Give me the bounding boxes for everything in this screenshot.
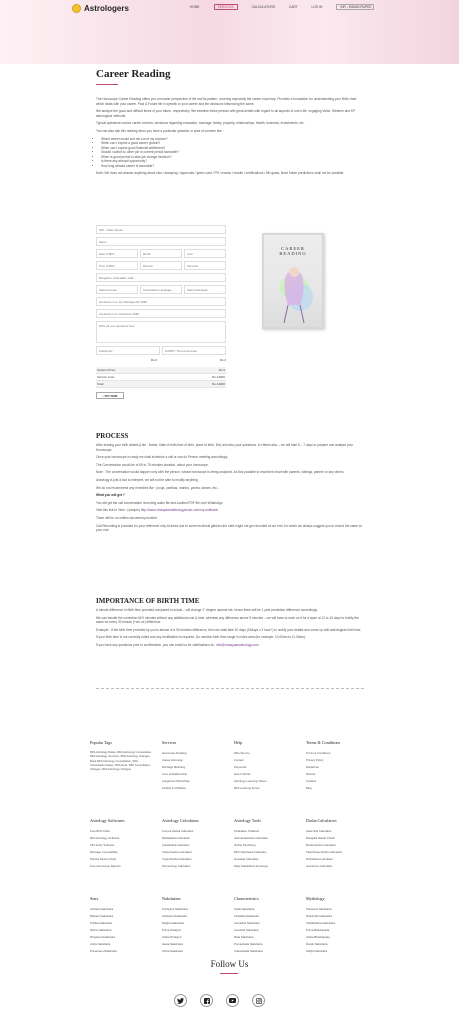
birth-time-paragraph: If your birth time is not correctly noted and any rectification is required, Do mention birth time range in notes area (for example: 10.00am to 11.00am). <box>96 635 306 640</box>
footer-link[interactable]: Disclaimer <box>306 765 320 769</box>
footer-link[interactable]: Free Birth Chart <box>90 829 110 833</box>
footer-link[interactable]: Shatabhisha Nakshatra <box>306 921 336 925</box>
list-item: • How long abroad career is favorable? <box>101 164 364 169</box>
nav-cart[interactable]: CART <box>288 5 298 9</box>
footer-column <box>234 818 306 870</box>
accuracy-select[interactable]: HURRY! Time is Accurate <box>162 346 226 355</box>
footer-link[interactable]: How It Works <box>234 772 251 776</box>
footer-link[interactable]: Ashlesha Nakshatra <box>162 914 188 918</box>
footer-link[interactable]: Birth Nakshatra Calculator <box>234 850 267 854</box>
footer-link[interactable]: Blog <box>306 786 312 790</box>
social-links <box>174 994 265 1007</box>
language-select[interactable]: Consultation Language <box>140 285 182 294</box>
reading-mode-select[interactable]: Telephonic <box>96 346 160 355</box>
youtube-icon[interactable] <box>226 994 239 1007</box>
footer-link[interactable]: Mahadasha Calculator <box>162 836 190 840</box>
illustration-figure <box>264 235 322 327</box>
nav-calculators[interactable]: CALCULATORS <box>251 5 275 9</box>
footer-link[interactable]: RFA Astrology Software <box>90 836 120 840</box>
footer-link[interactable]: Ashwini Nakshatra <box>90 907 114 911</box>
question-list <box>101 137 364 169</box>
footer-heading: Stars <box>90 896 99 901</box>
sample-link[interactable]: http://www.vinaayaanasttrologyscom.com/my-software/ <box>140 508 219 513</box>
footer-link[interactable]: Chitra Nakshatra <box>162 949 183 953</box>
instagram-icon[interactable] <box>252 994 265 1007</box>
intro-paragraph: You can also ask this reading when you have a particular question or area of concern like : <box>96 128 224 133</box>
header-banner <box>0 0 459 64</box>
life-event-1-field[interactable]: Life Event 1 ex: My Marriage/Job 1999 <box>96 297 226 306</box>
summary-row: Options Price: Rs 0 <box>97 368 225 372</box>
list-item: • Is there any abroad opportunity? <box>101 159 364 164</box>
name-field[interactable]: Name <box>96 237 226 246</box>
footer-link[interactable]: Auspicious Muhurthas <box>162 779 190 783</box>
footer-heading: Astrology Tools <box>234 818 261 823</box>
footer-link[interactable]: Bharani Nakshatra <box>90 914 114 918</box>
footer-link[interactable]: Ardra Nakshatra <box>90 942 111 946</box>
footer-heading: Services <box>162 740 177 745</box>
footer-link[interactable]: Astrology Learning Videos <box>234 779 267 783</box>
footer-link[interactable]: KP Hourly Software <box>90 843 115 847</box>
process-paragraph: We do not recommend any remedies like : pooja, yanthas, mantra, yantra, stones, etc... <box>96 485 220 490</box>
intro-paragraph: We analyze the good and difficult times of your future, respectively. We examine these periods with great details with regard to all aspects of one's life, engaging Vedic, Western and KP astrological methods. <box>96 109 356 118</box>
option-price: Rs 0 <box>150 358 157 362</box>
what-you-get-heading: What you will get ? <box>96 493 125 498</box>
footer-link[interactable]: Revati Nakshatra <box>306 942 328 946</box>
facebook-icon[interactable] <box>200 994 213 1007</box>
process-paragraph: Call Recording is provided for your reference only At times due to some technical glitches the calls might not get recorded at our end, for which we always suggest you to record the same at your end. <box>96 523 362 533</box>
footer-link[interactable]: Gowdala Calculator <box>234 857 259 861</box>
birth-time-paragraph: If you have any questions prior to confirmation, you can email us for clarifications at : <box>96 642 216 647</box>
footer-link[interactable]: Payments <box>234 765 247 769</box>
intro-section <box>96 97 364 179</box>
footer-column <box>306 818 378 870</box>
footer-link[interactable]: Moola Dosha Calculator <box>306 843 336 847</box>
footer-link[interactable]: Current Dasha Calculator <box>162 829 194 833</box>
birth-city-field[interactable]: Bengaluru, Karnataka, India <box>96 273 226 282</box>
list-item: • When is good period to take job change decision? <box>101 155 364 160</box>
footer-link[interactable]: Purva Phalguni <box>162 928 181 932</box>
footer-link[interactable]: Punarvasu Nakshatra <box>90 949 117 953</box>
footer-link[interactable]: Abhijit Nakshatra <box>306 949 328 953</box>
intro-paragraph: The Horoscope Career Reading offers you a broader perspective of life and its pattern, covering especially the career road map. Provides a foundation for understanding your Birth chart which deals with your career. Past & Future life in specific to your career and the decisions influencing the same. <box>96 97 357 106</box>
process-paragraph: There will be no written document provided. <box>96 515 158 520</box>
footer-link[interactable]: Who We Are <box>234 751 250 755</box>
note-paragraph: Note: We does not answer anything about visa / stamping / approvals / green card / PR / exams / results / certifications / 6th grass, New/ future predictions shall not be possible. <box>96 171 345 176</box>
footer-link[interactable]: Online Panchang <box>234 843 256 847</box>
questions-textarea[interactable]: Write all your questions here <box>96 321 226 343</box>
site-logo[interactable] <box>72 3 129 13</box>
footer-link[interactable]: Janmanakshatra Calculator <box>234 836 269 840</box>
footer-link[interactable]: Love & Relationship <box>162 772 187 776</box>
birth-hour-select[interactable]: Time of Birth <box>96 261 138 270</box>
footer-link[interactable]: Daily Nakshatra Horoscope <box>234 864 269 868</box>
sun-logo-icon <box>72 4 81 13</box>
footer-heading: Popular Tags <box>90 740 112 745</box>
footer-column <box>90 818 162 870</box>
process-paragraph: Astrology is just a tool to interpret, we will not be able to modify anything. <box>96 477 199 482</box>
footer-row <box>90 818 380 870</box>
twitter-icon[interactable] <box>174 994 187 1007</box>
footer-link[interactable]: Shravana Nakshatra <box>306 907 332 911</box>
birth-second-select[interactable]: Seconds <box>184 261 226 270</box>
gender-select[interactable]: Select Gender <box>96 285 138 294</box>
birth-time-paragraph: A minute difference in Birth time provided compared to actual – will change 1° degree ascend set, hence there will be 1 year prediction difference accordingly. <box>96 608 318 612</box>
footer-link[interactable]: Refund <box>306 772 316 776</box>
footer-link[interactable]: Rohini Nakshatra <box>90 928 112 932</box>
footer-link[interactable]: Numerology Calculator <box>162 864 191 868</box>
pay-now-button[interactable]: ▪ PAY NOW <box>96 392 124 399</box>
footer-column <box>234 896 306 955</box>
footer-link[interactable]: Tarabalam Chakram <box>234 829 260 833</box>
currency-select[interactable]: INR - INDIAN RUPEE <box>336 4 374 10</box>
birth-time-paragraph: We can handle the correction till 5 minutes without any additional cost & time, whereas any difference above 5 minutes – we will have to work on it for a span of 12 to 15 days to rectify the same for every 30 minute (+ve/-ve) difference. <box>96 615 359 625</box>
footer-link[interactable]: Antardasha Calculator <box>162 843 190 847</box>
footer-heading: Mythology <box>306 896 325 901</box>
life-event-2-field[interactable]: Life Event 2 ex: Admission 1999 <box>96 309 226 318</box>
option-price: Rs 0 <box>219 358 226 362</box>
footer-heading: Characteristics <box>234 896 259 901</box>
process-paragraph: The Conversation would be of 60 to 75 minutes duration, about your horoscope. <box>96 462 209 467</box>
intro-paragraph: Typical questions involve career choices, decisions regarding education, marriage, family, property, relationships, health, business, investments, etc. <box>96 121 305 126</box>
footer-column <box>306 740 378 792</box>
astrologer-select[interactable]: Select Astrologer <box>184 285 226 294</box>
process-paragraph: After sharing your birth details (Like : Name, Date of birth,time of birth, place of birth, Etc) and also your questions. In Hebes also – we will take 6 – 7 days to prepare and analyze your Horoscope. <box>96 443 354 452</box>
footer-column <box>90 896 162 955</box>
footer-link[interactable]: Swati Nakshatra <box>234 907 255 911</box>
birth-year-select[interactable]: Year <box>184 249 226 258</box>
footer-column <box>162 896 234 955</box>
nav-home[interactable]: HOME <box>190 5 200 9</box>
process-section <box>96 432 366 536</box>
footer-heading: Astrology Calculators <box>162 818 199 823</box>
footer-link[interactable]: Kaal Sarpa Dosha Calculator <box>306 850 343 854</box>
price-summary <box>96 367 226 388</box>
footer-link[interactable]: Cookies <box>306 779 317 783</box>
birth-time-section <box>96 597 366 651</box>
footer-column <box>306 896 378 955</box>
footer-link[interactable]: Fertility & Childless <box>162 786 186 790</box>
footer-column <box>90 740 162 792</box>
footer-link[interactable]: Mangalik Dasha Check <box>306 836 335 840</box>
footer-link[interactable]: Uttarashada Nakshatra <box>234 949 263 953</box>
footer-link[interactable]: Career Astrology <box>162 758 183 762</box>
footer-column <box>162 740 234 792</box>
footer-link[interactable]: Vishakha Nakshatra <box>234 914 259 918</box>
cart-icon: ▪ <box>102 393 104 398</box>
footer-link[interactable]: Dhanishta Nakshatra <box>306 914 333 918</box>
list-item: • Which career would suit me out of my choices? <box>101 137 364 142</box>
footer-link[interactable]: Jyeshtha Nakshatra <box>234 928 259 932</box>
footer-link[interactable]: Yogini Dasha Calculator <box>162 857 192 861</box>
booking-form <box>96 225 226 399</box>
footer-column <box>162 818 234 870</box>
follow-us-heading: Follow Us <box>210 959 249 969</box>
footer-link[interactable]: Gemstone Calculator <box>306 864 333 868</box>
logo-text: Astrologers <box>84 3 129 13</box>
footer-link[interactable]: Sade Sati Calculator <box>306 829 332 833</box>
main-nav <box>190 5 388 10</box>
list-item: • When can I expect a good career growth? <box>101 141 364 146</box>
footer-link[interactable]: Pushyami Nakshatra <box>162 907 188 911</box>
footer-link[interactable]: Free Horoscope Reports <box>90 864 121 868</box>
summary-row: Total: Rs 24000 <box>97 382 225 386</box>
footer-link[interactable]: Marriage Compatibility <box>90 850 118 854</box>
section-divider <box>96 688 364 689</box>
summary-row: Service Cost: Rs 24000 <box>97 375 225 379</box>
birth-month-select[interactable]: Month <box>140 249 182 258</box>
footer-link[interactable]: Uttara Phalguni <box>162 935 182 939</box>
footer-link[interactable]: Rudraksha Calculator <box>306 857 333 861</box>
list-item: • Should I switch to other job in current period favorable? <box>101 150 364 155</box>
birth-time-paragraph: Example : If the birth time provided by you is almost of a 90 minutes difference, then we shall take 30 days (15days x 3 hour+) to rectify your details and come up with astrological birth time. <box>96 627 362 632</box>
process-paragraph: Visit this link to View : (sample) <box>96 508 140 513</box>
page-title: Career Reading <box>96 68 171 80</box>
footer-link[interactable]: Contact <box>234 758 244 762</box>
footer-link[interactable]: Horoscope Reading <box>162 751 187 755</box>
footer-heading: Terms & Conditions <box>306 740 341 745</box>
footer-link[interactable]: Privacy Policy <box>306 758 324 762</box>
process-heading: PROCESS <box>96 432 129 440</box>
footer-heading: Dasha Calculators <box>306 818 337 823</box>
footer-link[interactable]: Mrigasira Nakshatra <box>90 935 116 939</box>
footer-row <box>90 740 380 792</box>
book-title: CAREER READING <box>279 246 307 256</box>
title-underline <box>96 84 118 85</box>
footer-link[interactable]: RFA Learning Forum <box>234 786 260 790</box>
process-paragraph: Note : The conversation would happen only with the person, whose horoscope is being analyzed. As this possible to read their chart with parents, siblings, partner or any others. <box>96 470 345 475</box>
footer-link[interactable]: Purvashada Nakshatra <box>234 942 263 946</box>
footer-heading: Nakshatras <box>162 896 181 901</box>
email-link[interactable]: info@vinaayaanastrology.com <box>216 642 259 647</box>
footer-link[interactable]: Planets Motion Chart <box>90 857 117 861</box>
list-item: • When can I expect good financial settlement? <box>101 146 364 151</box>
footer-link[interactable]: Terms & Conditions <box>306 751 331 755</box>
popular-tags-text: RFA Astrology Rates, RFA Astrology Consultation, RFA Astrology Services, RFA Astrology Charges, Book RFA Astrology Consultation, RFA Consultation Rates, RFA Near, RFA Consultation Charges, RFA Astrology Charges <box>90 750 152 772</box>
currency-field[interactable]: INR - Indian Rupee <box>96 225 226 234</box>
footer-heading: Astrology Softwares <box>90 818 125 823</box>
follow-underline <box>220 973 238 974</box>
nav-services[interactable]: SERVICES <box>214 4 238 10</box>
process-paragraph: Once your horoscope is ready we shall schedule a call or can do Person meeting accordingly. <box>96 455 228 460</box>
birth-minute-select[interactable]: Minutes <box>140 261 182 270</box>
footer-link[interactable]: Mula Nakshatra <box>234 935 254 939</box>
process-paragraph: You will get the call conversation recording audio file and Audited PDF file over WhatsApp. <box>96 500 224 505</box>
birth-time-heading: IMPORTANCE OF BIRTH TIME <box>96 597 200 605</box>
footer-link[interactable]: Anuradha Nakshatra <box>234 921 260 925</box>
birth-date-select[interactable]: Date of Birth <box>96 249 138 258</box>
footer-link[interactable]: Hasta Nakshatra <box>162 942 183 946</box>
footer-link[interactable]: Marriage Matching <box>162 765 186 769</box>
footer-link[interactable]: Krittika Nakshatra <box>90 921 113 925</box>
footer-link[interactable]: Chara Dasha Calculator <box>162 850 192 854</box>
footer-link[interactable]: Uttara Bhadrapada <box>306 935 330 939</box>
footer-row <box>90 896 380 955</box>
footer-heading: Help <box>234 740 243 745</box>
footer-column <box>234 740 306 792</box>
nav-login[interactable]: LOG IN <box>311 5 323 9</box>
book-cover-image <box>262 233 324 329</box>
footer-link[interactable]: Purva Bhadrapada <box>306 928 330 932</box>
footer-link[interactable]: Magha Nakshatra <box>162 921 185 925</box>
